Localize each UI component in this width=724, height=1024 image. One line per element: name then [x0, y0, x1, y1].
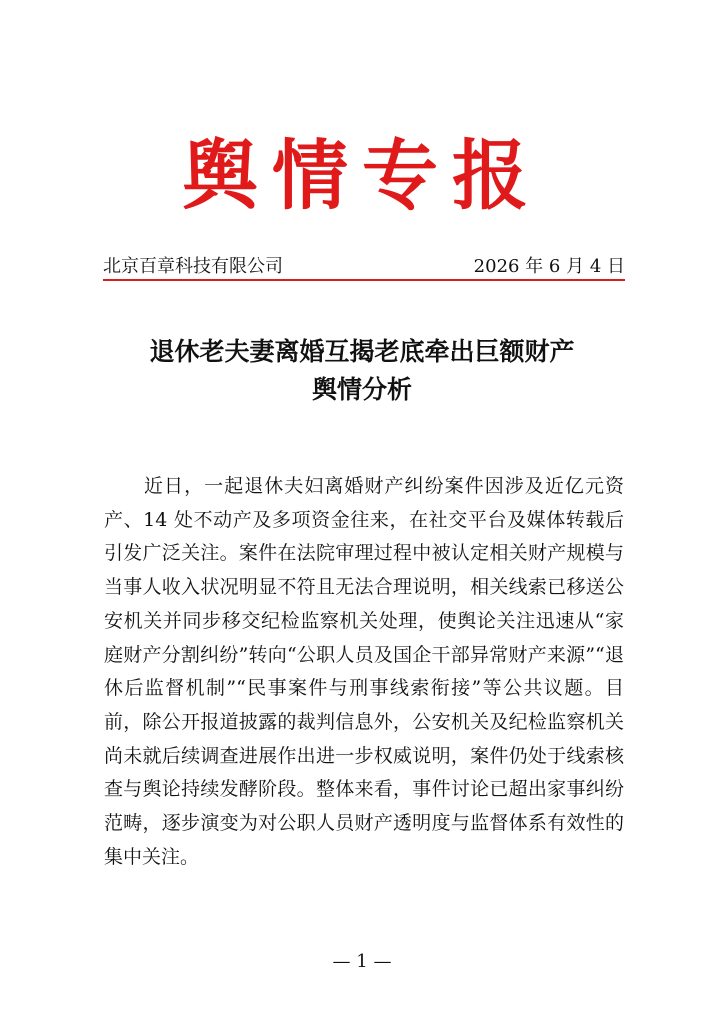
header-divider [103, 279, 625, 281]
article-title [0, 333, 724, 409]
page-number: — 1 — [332, 951, 392, 972]
article-title-line-1: 退休老夫妻离婚互揭老底牵出巨额财产 [149, 337, 575, 366]
report-date: 2026 年 6 月 4 日 [473, 256, 625, 277]
article-title-line-2: 舆情分析 [311, 375, 412, 404]
header-meta [103, 252, 625, 282]
article-body: 近日，一起退休夫妇离婚财产纠纷案件因涉及近亿元资产、14 处不动产及多项资金往来，在社交平台及媒体转载后引发广泛关注。案件在法院审理过程中被认定相关财产规模与当事人收入状况明显不符且无法合理说明，相关线索已移送公安机关并同步移交纪检监察机关处理，使舆论关注迅速从“家庭财产分割纠纷”转向“公职人员及国企干部异常财产来源”“退休后监督机制”“民事案件与刑事线索衔接”等公共议题。目前，除公开报道披露的裁判信息外，公安机关及纪检监察机关尚未就后续调查进展作出进一步权威说明，案件仍处于线索核查与舆论持续发酵阶段。整体来看，事件讨论已超出家事纠纷范畴，逐步演变为对公职人员财产透明度与监督体系有效性的集中关注。 [104, 475, 624, 868]
masthead-title: 舆情专报 [182, 131, 542, 220]
company-name: 北京百章科技有限公司 [103, 256, 283, 277]
